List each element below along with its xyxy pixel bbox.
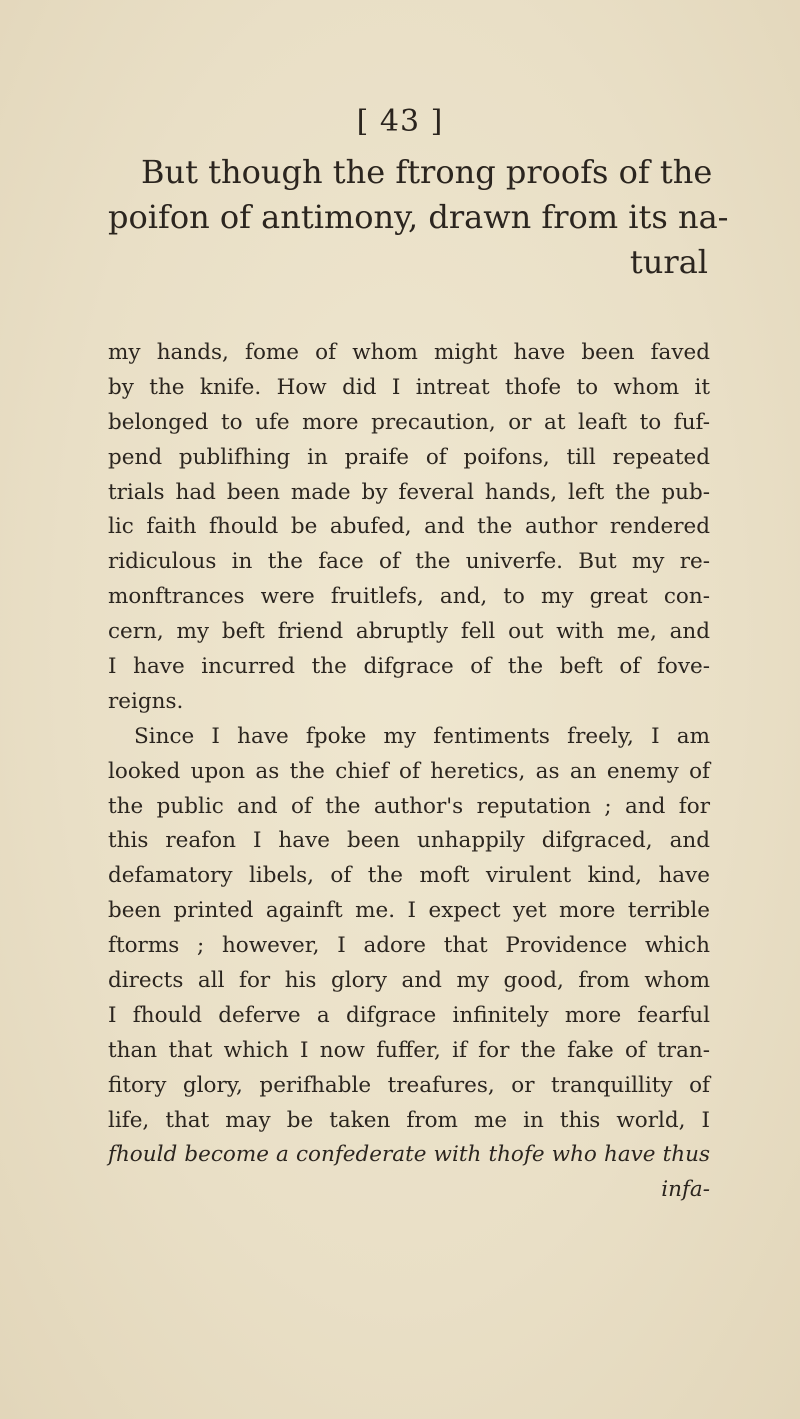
text-line: fitory glory, perifhable treafures, or tranquillity of bbox=[108, 1072, 710, 1098]
text-line: my hands, fome of whom might have been faved bbox=[108, 340, 710, 365]
page-number: [ 43 ] bbox=[356, 104, 444, 139]
heading-line: tural bbox=[629, 243, 708, 281]
text-line: monftrances were fruitlefs, and, to my great con- bbox=[108, 584, 710, 610]
text-line: lic faith fhould be abufed, and the author rendered bbox=[108, 514, 710, 540]
text-line: reigns. bbox=[108, 688, 184, 714]
text-line: trials had been made by feveral hands, left the pub- bbox=[108, 479, 710, 505]
text-line: pend publifhing in praife of poifons, till repeated bbox=[108, 444, 710, 470]
text-line: ftorms ; however, I adore that Providence which bbox=[108, 933, 710, 959]
text-line: Since I have fpoke my fentiments freely, I am bbox=[134, 723, 710, 749]
text-line: by the knife. How did I intreat thofe to whom it bbox=[108, 374, 710, 400]
catchword: infa- bbox=[661, 1177, 710, 1203]
heading-line: poifon of antimony, drawn from its na- bbox=[108, 198, 729, 236]
text-line: defamatory libels, of the moft virulent kind, have bbox=[108, 863, 710, 889]
heading-line: But though the ftrong proofs of the bbox=[141, 153, 713, 191]
heading-paragraph bbox=[108, 150, 729, 285]
text-line: ridiculous in the face of the univerfe. But my re- bbox=[108, 549, 710, 575]
text-line: the public and of the author's reputation ; and for bbox=[108, 793, 710, 819]
text-line: I have incurred the difgrace of the beft of fove- bbox=[108, 654, 710, 680]
text-line: directs all for his glory and my good, from whom bbox=[108, 968, 710, 994]
text-line: I fhould deferve a difgrace infinitely more fearful bbox=[108, 1002, 710, 1028]
text-line: life, that may be taken from me in this world, I bbox=[108, 1107, 710, 1133]
text-line: belonged to ufe more precaution, or at leaft to fuf- bbox=[108, 409, 710, 435]
text-line: than that which I now fuffer, if for the fake of tran- bbox=[108, 1037, 710, 1063]
text-line: this reafon I have been unhappily difgraced, and bbox=[108, 828, 710, 854]
body-text bbox=[108, 336, 710, 1208]
text-line: fhould become a confederate with thofe who have thus bbox=[108, 1142, 710, 1168]
text-line: looked upon as the chief of heretics, as an enemy of bbox=[108, 758, 710, 784]
text-line: been printed againft me. I expect yet more terrible bbox=[108, 898, 710, 924]
text-line: cern, my beft friend abruptly fell out with me, and bbox=[108, 619, 710, 645]
